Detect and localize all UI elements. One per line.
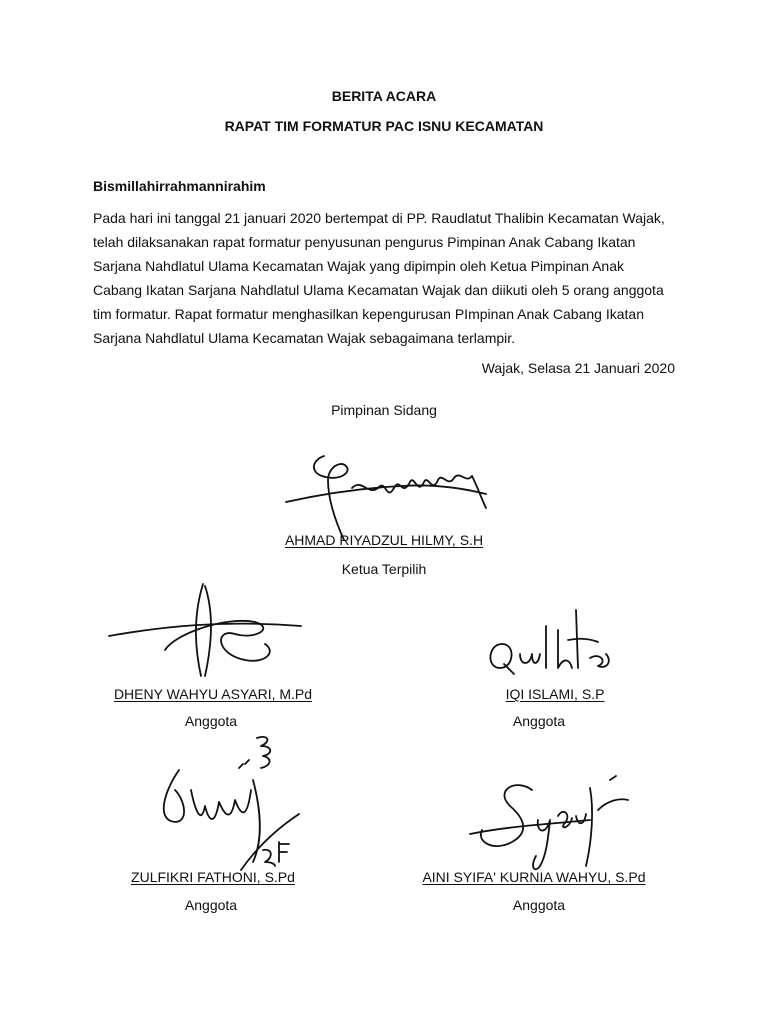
chair-role: Ketua Terpilih [341, 561, 427, 577]
member-3-role: Anggota [184, 897, 238, 913]
member-1-name: DHENY WAHYU ASYARI, M.Pd [113, 686, 313, 702]
member-4-name: AINI SYIFA' KURNIA WAHYU, S.Pd [422, 869, 646, 885]
member-3-name: ZULFIKRI FATHONI, S.Pd [131, 869, 295, 885]
salutation: Bismillahirrahmannirahim [93, 178, 266, 194]
chair-name: AHMAD RIYADZUL HILMY, S.H [284, 532, 484, 548]
member-4-role: Anggota [512, 897, 566, 913]
place-date: Wajak, Selasa 21 Januari 2020 [481, 360, 675, 376]
body-line: telah dilaksanakan rapat formatur penyusunan pengurus Pimpinan Anak Cabang Ikatan [93, 234, 636, 250]
body-paragraph [93, 206, 683, 350]
member-2-name: IQI ISLAMI, S.P [505, 686, 605, 702]
member-4-signature [460, 770, 640, 880]
body-line: tim formatur. Rapat formatur menghasilkan kepengurusan PImpinan Anak Cabang Ikatan [93, 306, 644, 322]
chair-heading: Pimpinan Sidang [331, 402, 437, 418]
member-2-role: Anggota [512, 713, 566, 729]
body-line: Cabang Ikatan Sarjana Nahdlatul Ulama Kecamatan Wajak dan diikuti oleh 5 orang anggota [93, 282, 664, 298]
member-1-role: Anggota [184, 713, 238, 729]
member-2-signature [480, 604, 620, 684]
document-subtitle: RAPAT TIM FORMATUR PAC ISNU KECAMATAN [224, 118, 544, 134]
body-line: Sarjana Nahdlatul Ulama Kecamatan Wajak yang dipimpin oleh Ketua Pimpinan Anak [93, 258, 625, 274]
body-line: Sarjana Nahdlatul Ulama Kecamatan Wajak sebagaimana terlampir. [93, 330, 516, 346]
member-3-signature [145, 730, 305, 880]
document-title: BERITA ACARA [331, 88, 437, 104]
body-line: Pada hari ini tanggal 21 januari 2020 bertempat di PP. Raudlatut Thalibin Kecamatan Wajak, [93, 210, 665, 226]
member-1-signature [105, 580, 305, 690]
